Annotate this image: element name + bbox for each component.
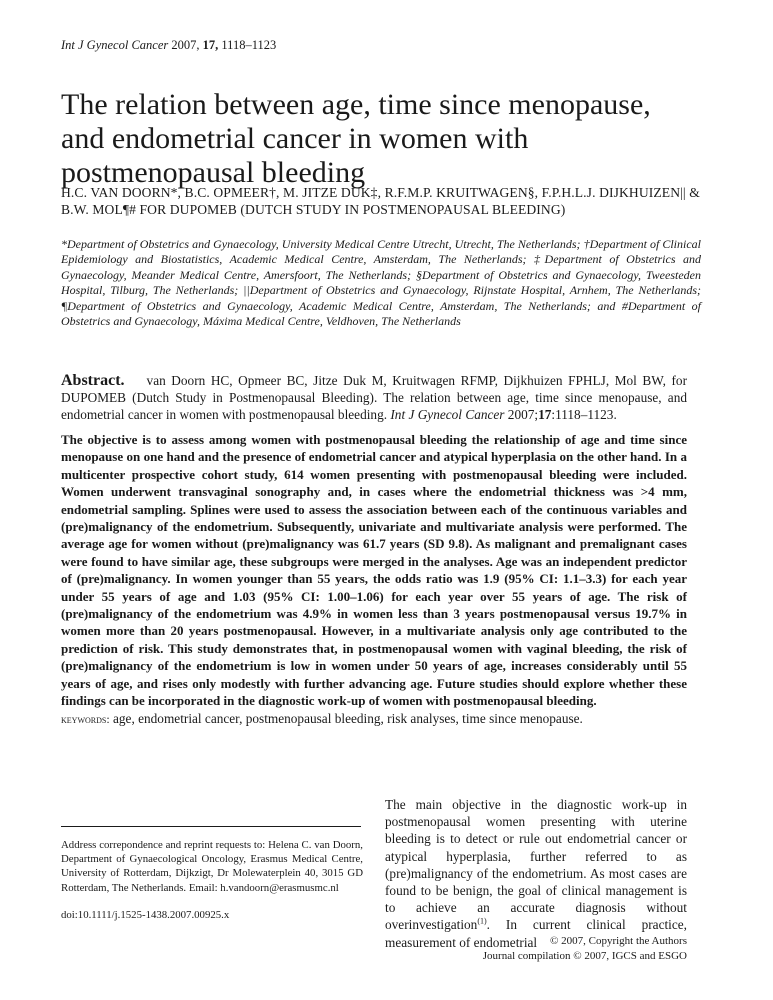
body-text: The main objective in the diagnostic work-up in postmenopausal women presenting with uterine bleeding is to detect or rule out endometrial cancer or atypical hyperplasia, further referred to as (pre)malignancy of the endometrium. As most cases are found to be benign, the goal of clinical management is to achieve an accurate diagnosis without overinvestigation <box>385 797 687 933</box>
abstract-citation-volume: 17 <box>538 407 552 422</box>
reference-marker: (1) <box>477 917 487 926</box>
article-title: The relation between age, time since menopause, and endometrial cancer in women with postmenopausal bleeding <box>61 88 651 189</box>
body-text-column <box>385 796 687 951</box>
footnote-divider <box>61 826 361 827</box>
journal-compilation-line: Journal compilation © 2007, IGCS and ESGO <box>482 949 687 962</box>
abstract-citation-journal: Int J Gynecol Cancer <box>390 407 505 422</box>
abstract-label: Abstract. <box>61 372 125 389</box>
correspondence-footnote: Address correpondence and reprint requests to: Helena C. van Doorn, Department of Gynaecological Oncology, Erasmus Medical Centre, University of Rotterdam, Dijkzigt, Dr Molewaterplein 40, 3015 GD Rotterdam, The Netherlands. Email: h.vandoorn@erasmusmc.nl <box>61 839 363 894</box>
copyright-notice <box>400 934 687 963</box>
copyright-line: © 2007, Copyright the Authors <box>550 935 687 947</box>
author-list: H.C. VAN DOORN*, B.C. OPMEER†, M. JITZE DUK‡, R.F.M.P. KRUITWAGEN§, F.P.H.L.J. DIJKHUIZEN|| & B.W. MOL¶# FOR DUPOMEB (DUTCH STUDY IN POSTMENOPAUSAL BLEEDING) <box>61 185 700 217</box>
body-text-continued: . In current clinical practice, measurement of endometrial <box>385 917 687 950</box>
keywords <box>61 711 687 727</box>
keywords-label: keywords: <box>61 712 110 726</box>
journal-year: 2007, <box>171 38 200 52</box>
abstract-citation-pages: :1118–1123. <box>551 407 617 422</box>
journal-pages: 1118–1123 <box>221 38 277 52</box>
abstract-citation-text: van Doorn HC, Opmeer BC, Jitze Duk M, Kruitwagen RFMP, Dijkhuizen FPHLJ, Mol BW, for DUPOMEB (Dutch Study in Postmenopausal Bleeding). The relation between age, time since menopause, and endometrial cancer in women with postmenopausal bleeding. <box>61 373 687 422</box>
doi: doi:10.1111/j.1525-1438.2007.00925.x <box>61 909 230 921</box>
journal-volume: 17, <box>202 38 219 52</box>
journal-citation-header <box>61 38 276 53</box>
author-affiliations: *Department of Obstetrics and Gynaecology, University Medical Centre Utrecht, Utrecht, The Netherlands; †Department of Clinical Epidemiology and Biostatistics, Academic Medical Centre, Amsterdam, The Netherlands; ‡Department of Obstetrics and Gynaecology, Meander Medical Centre, Amersfoort, The Netherlands; §Department of Obstetrics and Gynaecology, Tweesteden Hospital, Tilburg, The Netherlands; ||Department of Obstetrics and Gynaecology, Rijnstate Hospital, Arnhem, The Netherlands; ¶Department of Obstetrics and Gynaecology, Academic Medical Centre, Amsterdam, The Netherlands; and #Department of Obstetrics and Gynaecology, Máxima Medical Centre, Veldhoven, The Netherlands <box>61 237 701 329</box>
journal-name: Int J Gynecol Cancer <box>61 38 169 52</box>
keywords-text: age, endometrial cancer, postmenopausal bleeding, risk analyses, time since menopause. <box>113 711 583 726</box>
abstract-citation <box>61 372 687 423</box>
abstract-body: The objective is to assess among women with postmenopausal bleeding the relationship of age and time since menopause on one hand and the presence of endometrial cancer and atypical hyperplasia on the other hand. In a multicenter prospective cohort study, 614 women presenting with postmenopausal bleeding were included. Women underwent transvaginal sonography and, in cases where the endometrial thickness was >4 mm, endometrial sampling. Splines were used to assess the association between each of the continuous variables and (pre)malignancy of the endometrium. Subsequently, univariate and multivariate analysis were performed. The average age for women without (pre)malignancy was 61.7 years (SD 9.8). As malignant and premalignant cases were found to have similar age, these subgroups were merged in the analyses. Age was an independent predictor of (pre)malignancy. In women younger than 55 years, the odds ratio was 1.9 (95% CI: 1.1–3.3) for each year under 55 years of age and 1.03 (95% CI: 1.00–1.06) for each year over 55 years of age. The risk of (pre)malignancy of the endometrium was 4.9% in women less than 3 years postmenopausal versus 19.7% in women more than 20 years postmenopausal. However, in a multivariate analysis only age contributed to the prediction of risk. This study demonstrates that, in postmenopausal women with vaginal bleeding, the risk of (pre)malignancy of the endometrium is low in women under 50 years of age, increases considerably until 55 years of age, and rises only modestly with further advancing age. Future studies should explore whether these findings can be incorporated in the diagnostic work-up of women with postmenopausal bleeding. <box>61 432 687 709</box>
abstract-citation-year: 2007; <box>507 407 539 422</box>
